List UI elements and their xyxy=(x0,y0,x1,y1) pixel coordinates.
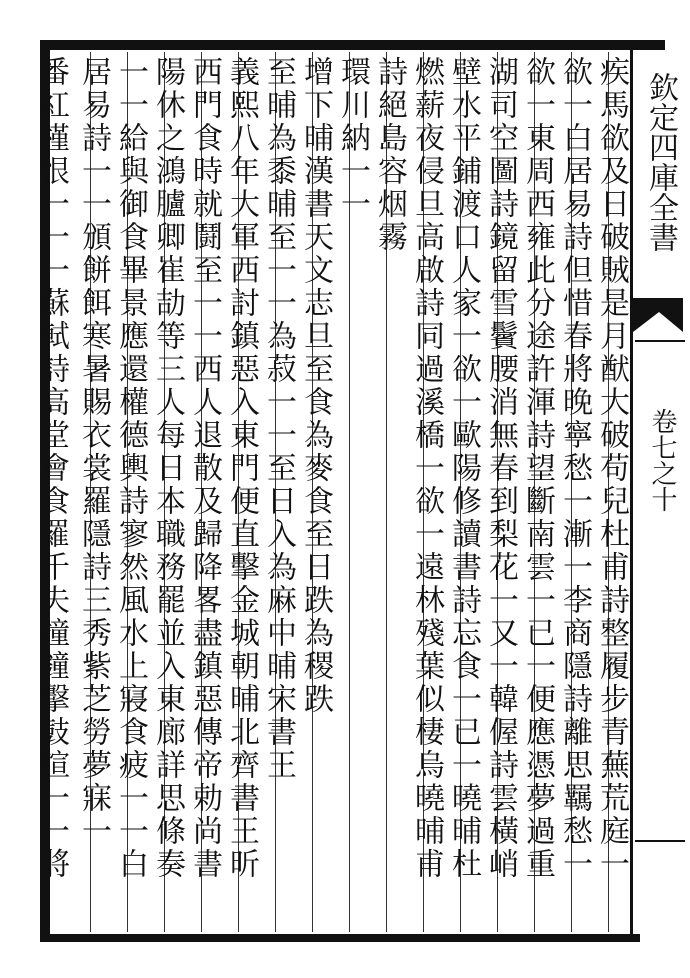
text-column: 一一給與御食畢景應還權德輿詩寥然風水上寢食疲一一白 xyxy=(113,56,148,881)
text-column: 至晡為黍晡至一一為菽一一至日入為麻中晡宋書王 xyxy=(261,56,296,782)
text-column: 環川納一一 xyxy=(335,56,370,221)
running-head-rule xyxy=(635,840,685,842)
text-column: 燃薪夜侵旦高啟詩同過溪橋一欲一遠林殘葉似棲烏曉晡甫 xyxy=(409,56,444,881)
text-column: 壁水平鋪渡口人家一欲一歐陽修讀書詩忘食一已一曉晡杜 xyxy=(446,56,481,881)
text-column: 陽休之鴻臚卿崔劼等三人每日本職務罷並入東廊詳思條奏 xyxy=(150,56,185,881)
volume-label: 卷七之十 xyxy=(647,408,677,512)
frame-top-border xyxy=(40,40,665,50)
text-column: 疾馬欲及日破賊是月猷大破苟兒杜甫詩整履步青蕪荒庭一 xyxy=(594,56,629,881)
text-column: 詩絕島容烟霧 xyxy=(372,56,407,254)
text-column: 湖司空圖詩鏡留雪鬢腰消無春到梨花一又一韓偓詩雲橫峭 xyxy=(483,56,518,881)
text-column: 西門食時就鬪至一一西人退散及歸降畧盡鎮惡傳帝勅尚書 xyxy=(187,56,222,881)
text-column: 居易詩一一頒餅餌寒暑賜衣裳羅隱詩三秀紫芝勞夢寐一 xyxy=(76,56,111,848)
text-column: 番紅槿恨一一一蘇軾詩高堂會食羅千夫撞鐘擊鼓喧一一將 xyxy=(34,56,69,881)
running-head-column xyxy=(635,50,683,930)
text-column: 欲一東周西雍此分途許渾詩望斷南雲一已一便應憑夢過重 xyxy=(520,56,555,881)
running-head-rule xyxy=(635,340,685,342)
text-column: 欲一白居易詩但惜春將晚寧愁一漸一李商隱詩離思羈愁一 xyxy=(557,56,592,881)
frame-bottom-border xyxy=(40,934,640,942)
fishtail-mark-icon xyxy=(633,298,683,332)
text-column: 增下晡漢書天文志旦至食為麥食至日跌為稷跌 xyxy=(298,56,333,716)
text-column: 義熙八年大軍西討鎮惡入東門便直擊金城朝晡北齊書王昕 xyxy=(224,56,259,881)
book-title: 欽定四庫全書 xyxy=(643,72,678,252)
